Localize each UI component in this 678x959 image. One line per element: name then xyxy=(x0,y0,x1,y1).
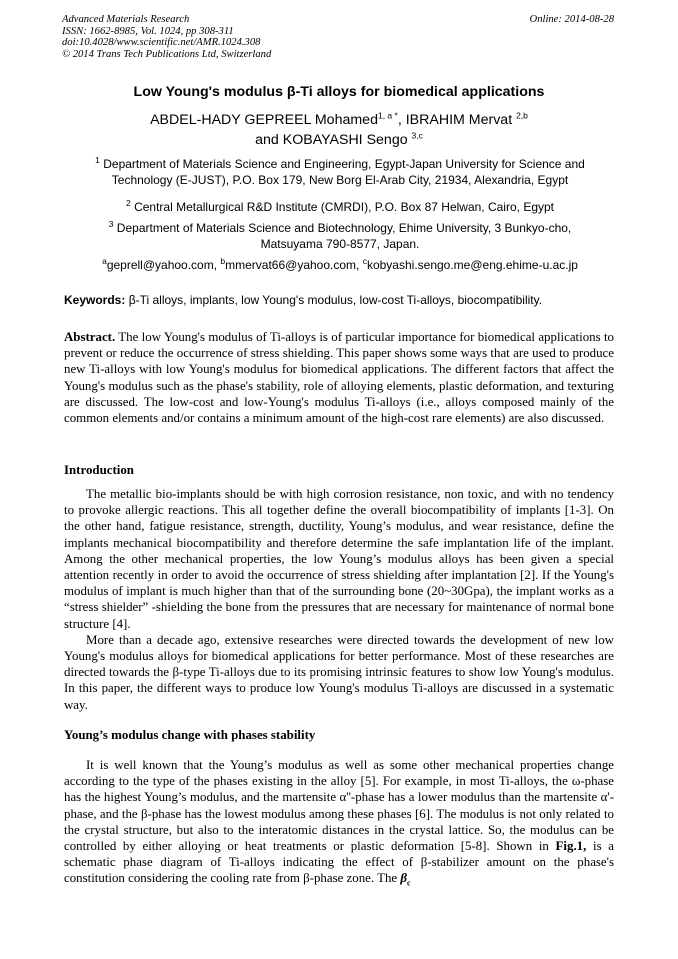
affiliation-2 xyxy=(80,200,600,216)
author-list xyxy=(0,110,678,150)
author-1-sup: 1, a * xyxy=(377,110,398,121)
intro-paragraph-2: More than a decade ago, extensive researches were directed towards the development of new low Young's modulus alloys for biomedical applications for better performance. Most of these researches are directed towards the β-type Ti-alloys due to its promising intrinsic features to show low Young's modulus. In this paper, the different ways to produce low Young's modulus Ti-alloys are discussed in a systematic way. xyxy=(64,632,614,712)
intro-paragraph-1: The metallic bio-implants should be with high corrosion resistance, non toxic, and with no tendency to provoke allergic reactions. This all together define the overall biocompatibility of implants [1-3]. On the other hand, fatigue resistance, strength, ductility, Young’s modulus, and wear resistance, define the implants mechanical biocompatibility and therefore determine the safe implantation life of the implant. Among the other mechanical properties, the low Young’s modulus alloys has been given a special attention recently in order to avoid the occurrence of stress shielding after implantation [2]. If the Young's modulus of implant is much higher than that of the surrounding bone (20~30Gpa), the implant works as a “stress shielder” -shielding the bone from the pressures that are necessary for maintenance of normal bone structure [4]. xyxy=(64,487,614,631)
keywords-label: Keywords: xyxy=(64,293,126,307)
online-date: Online: 2014-08-28 xyxy=(529,14,614,25)
author-3-sup: 3,c xyxy=(411,130,423,141)
figure-reference: Fig.1, xyxy=(555,839,587,854)
abstract-label: Abstract. xyxy=(64,330,116,344)
email-c[interactable]: kobyashi.sengo.me@eng.ehime-u.ac.jp xyxy=(366,258,578,272)
section-2-paragraph-1 xyxy=(64,757,614,892)
section-2-text-b: is a schematic phase diagram of Ti-alloys indicating the effect of β-stabilizer amount on the phase's constitution considering the cooling rate from β-phase zone. The xyxy=(64,839,614,886)
email-a[interactable]: geprell@yahoo.com, xyxy=(106,258,221,272)
keywords xyxy=(64,293,624,307)
affiliation-3-text: Department of Materials Science and Biotechnology, Ehime University, 3 Bunkyo-cho, Matsuyama 790-8577, Japan. xyxy=(113,221,572,251)
email-line xyxy=(40,258,640,274)
email-c-sup: c xyxy=(362,256,367,266)
author-separator: , xyxy=(397,112,406,128)
abstract-text: The low Young's modulus of Ti-alloys is of particular importance for biomedical applications to prevent or reduce the occurrence of stress shielding. This paper shows some ways that are used to produce new Ti-alloys with low Young's modulus for biomedical applications. The different factors that affect the Young's modulus such as the phase's stability, role of alloying elements, plastic deformation, and texturing are discussed. The low-cost and low-Young's modulus Ti-alloys (i.e., alloys composed mainly of the common elements and/or contains a minimum amount of the high-cost rare elements) are also discussed. xyxy=(64,330,614,426)
author-1: ABDEL-HADY GEPREEL Mohamed xyxy=(150,112,378,128)
copyright-line: © 2014 Trans Tech Publications Ltd, Switzerland xyxy=(62,48,272,60)
affiliation-2-num: 2 xyxy=(126,198,131,208)
email-a-sup: a xyxy=(102,256,107,266)
affiliation-1-num: 1 xyxy=(95,155,100,165)
beta-c-symbol: β xyxy=(400,871,407,886)
journal-name: Advanced Materials Research xyxy=(62,14,190,25)
author-3: KOBAYASHI Sengo xyxy=(282,132,412,148)
keywords-text: β-Ti alloys, implants, low Young's modulus, low-cost Ti-alloys, biocompatibility. xyxy=(125,293,543,307)
section-2-body xyxy=(64,757,614,892)
affiliation-1-text: Department of Materials Science and Engineering, Egypt-Japan University for Science and Technology (E-JUST), P.O. Box 179, New Borg El-Arab City, 21934, Alexandria, Egypt xyxy=(99,157,585,187)
author-2: IBRAHIM Mervat xyxy=(405,112,517,128)
introduction-body xyxy=(64,486,614,713)
issn-line: ISSN: 1662-8985, Vol. 1024, pp 308-311 xyxy=(62,25,234,37)
email-b[interactable]: mmervat66@yahoo.com, xyxy=(225,258,363,272)
beta-c-subscript: c xyxy=(406,879,411,888)
affiliation-1 xyxy=(80,157,600,188)
paper-title: Low Young's modulus β-Ti alloys for biomedical applications xyxy=(133,84,545,100)
affiliation-2-text: Central Metallurgical R&D Institute (CMRDI), P.O. Box 87 Helwan, Cairo, Egypt xyxy=(130,200,554,214)
affiliation-3-num: 3 xyxy=(108,219,114,229)
abstract xyxy=(64,329,614,426)
section-2-text-a: It is well known that the Young’s modulus as well as some other mechanical properties change according to the type of the phases existing in the alloy [5]. For example, in most Ti-alloys, the ω-phase has the highest Young’s modulus, and the martensite α''-phase has a lower modulus than the martensite α'-phase, and the β-phase has the lowest modulus among these phases [6]. The modulus is not only related to the crystal structure, but also to the interatomic distances in the crystal lattice. So, the modulus can be controlled by either alloying or heat treatments or plastic deformation [5-8]. Shown in xyxy=(64,758,614,854)
doi-line: doi:10.4028/www.scientific.net/AMR.1024.308 xyxy=(62,37,261,48)
author-2-sup: 2,b xyxy=(516,110,528,121)
email-b-sup: b xyxy=(220,256,226,266)
author-and: and xyxy=(255,132,283,148)
journal-header xyxy=(62,14,271,60)
affiliation-3 xyxy=(80,221,600,252)
section-2-heading: Young’s modulus change with phases stability xyxy=(64,728,316,742)
introduction-heading: Introduction xyxy=(64,463,134,477)
